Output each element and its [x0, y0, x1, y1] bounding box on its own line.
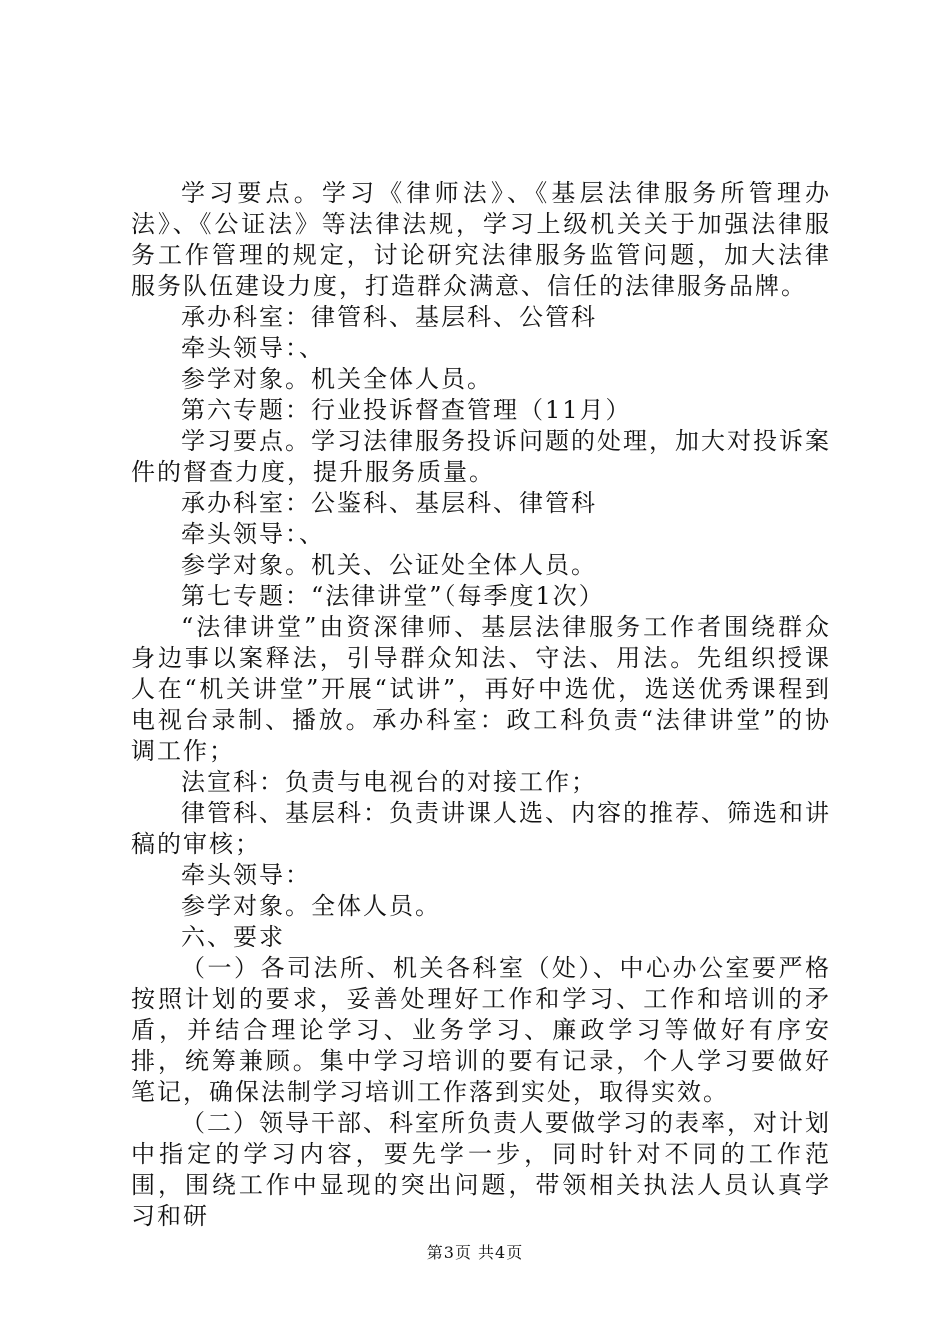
- paragraph: 学习要点。学习法律服务投诉问题的处理，加大对投诉案件的督查力度，提升服务质量。: [131, 427, 831, 486]
- paragraph: 牵头领导：、: [181, 520, 325, 548]
- paragraph: 参学对象。全体人员。: [181, 892, 441, 920]
- paragraph: 参学对象。机关、公证处全体人员。: [181, 551, 597, 579]
- paragraph: 学习要点。学习《律师法》、《基层法律服务所管理办法》、《公证法》等法律法规，学习上级机关关于加强法律服务工作管理的规定，讨论研究法律服务监管问题，加大法律服务队伍建设力度，打造群众满意、信任的法律服务品牌。: [131, 179, 831, 300]
- section-heading: 六、要求: [181, 923, 285, 951]
- paragraph: 牵头领导：、: [181, 334, 325, 362]
- paragraph: 律管科、基层科：负责讲课人选、内容的推荐、筛选和讲稿的审核；: [131, 799, 831, 858]
- paragraph: 法宣科：负责与电视台的对接工作；: [181, 768, 597, 796]
- document-body: [131, 178, 831, 1232]
- page-footer: [0, 1240, 950, 1263]
- paragraph: 牵头领导：: [181, 861, 311, 889]
- paragraph: （一）各司法所、机关各科室（处）、中心办公室要严格按照计划的要求，妥善处理好工作和学习、工作和培训的矛盾，并结合理论学习、业务学习、廉政学习等做好有序安排，统筹兼顾。集中学习培训的要有记录，个人学习要做好笔记，确保法制学习培训工作落到实处，取得实效。: [131, 954, 831, 1106]
- paragraph: 参学对象。机关全体人员。: [181, 365, 493, 393]
- section-heading: 第七专题：“法律讲堂”（每季度1次）: [181, 582, 605, 610]
- paragraph: “法律讲堂”由资深律师、基层法律服务工作者围绕群众身边事以案释法，引导群众知法、守法、用法。先组织授课人在“机关讲堂”开展“试讲”，再好中选优，选送优秀课程到电视台录制、播放。承办科室：政工科负责“法律讲堂”的协调工作；: [131, 613, 831, 765]
- paragraph: 承办科室：公鉴科、基层科、律管科: [181, 489, 597, 517]
- page-number: 第3页 共4页: [426, 1243, 524, 1262]
- paragraph: 承办科室：律管科、基层科、公管科: [181, 303, 597, 331]
- section-heading: 第六专题：行业投诉督查管理（11月）: [181, 396, 632, 424]
- paragraph: （二）领导干部、科室所负责人要做学习的表率，对计划中指定的学习内容，要先学一步，同时针对不同的工作范围，围绕工作中显现的突出问题，带领相关执法人员认真学习和研: [131, 1109, 831, 1230]
